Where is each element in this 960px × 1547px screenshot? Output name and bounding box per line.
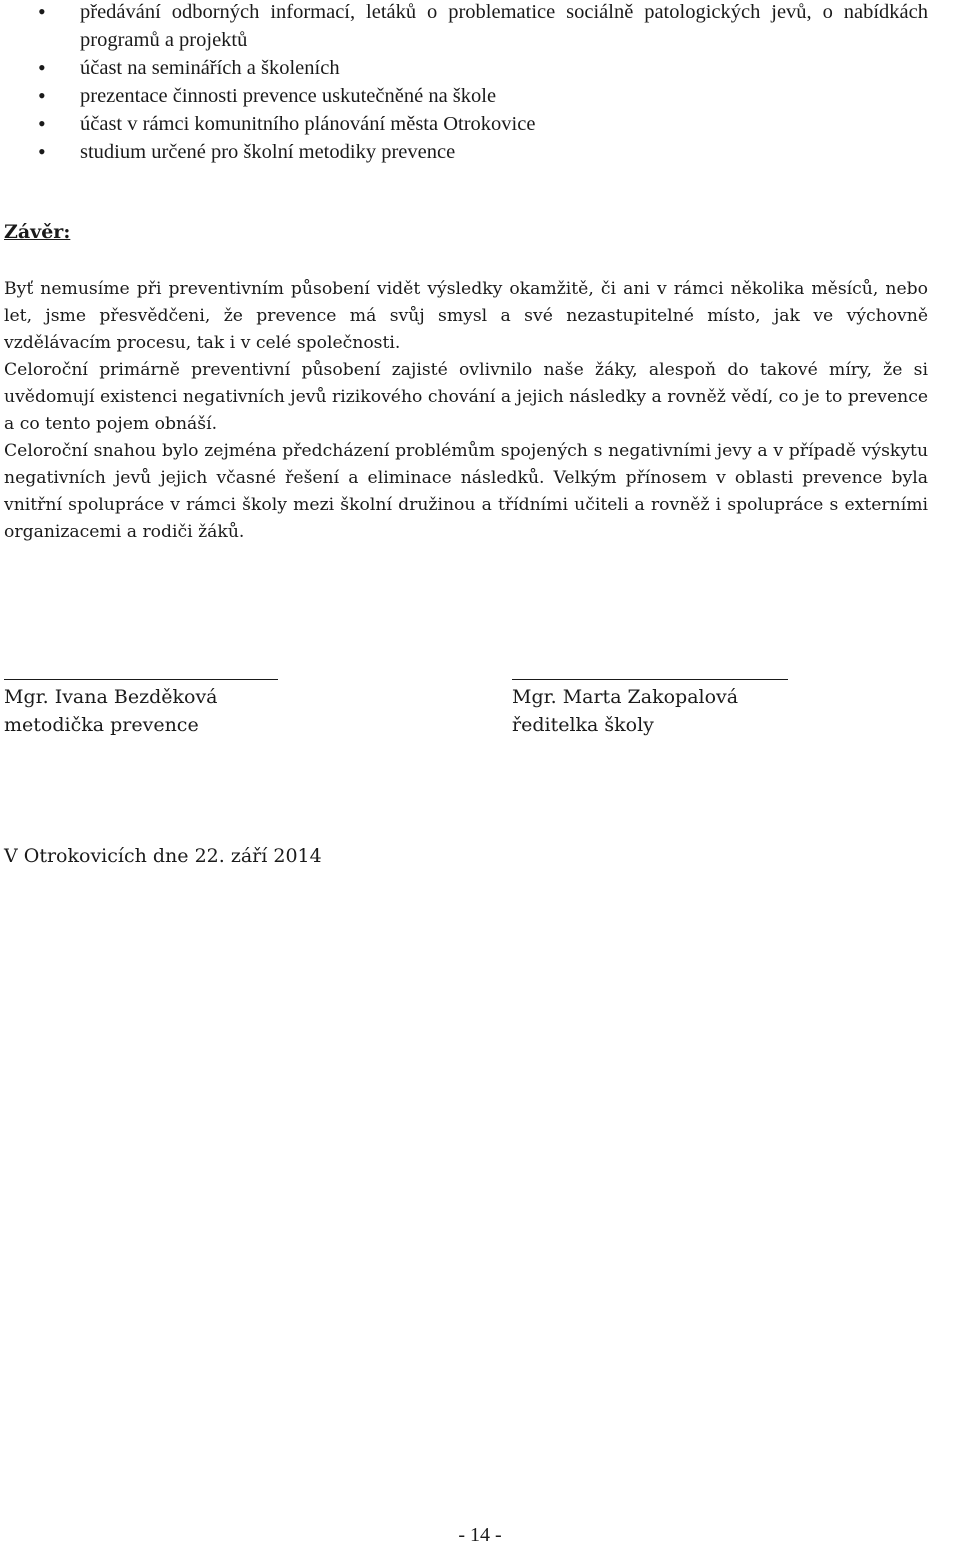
list-item: • účast v rámci komunitního plánování města Otrokovice: [0, 110, 960, 138]
list-item: • prezentace činnosti prevence uskutečněné na škole: [0, 82, 960, 110]
paragraph: Celoroční primárně preventivní působení zajisté ovlivnilo naše žáky, alespoň do takové míry, že si uvědomují existenci negativních jevů rizikového chování a jejich následky a rovněž vědí, co je to prevence a co tento pojem obnáší.: [4, 360, 928, 434]
paragraph-part: v případě: [773, 441, 856, 461]
signatory-name: Mgr. Marta Zakopalová: [512, 686, 739, 708]
paragraph: Byť nemusíme při preventivním působení vidět výsledky okamžitě, či ani v rámci několika měsíců, nebo let, jsme přesvědčeni, že prevence má svůj smysl a své nezastupitelné místo, jak ve výchovně vzdělávacím procesu, tak i v celé společnosti.: [4, 279, 928, 353]
paragraph: [4, 438, 928, 546]
conclusion-heading: Závěr:: [4, 221, 71, 243]
signature-line: [512, 679, 788, 680]
list-item: • účast na seminářích a školeních: [0, 54, 960, 82]
signatory-role: ředitelka školy: [512, 714, 654, 736]
paragraph-part: výskytu negativních jevů jejich včasné řešení a eliminace následků. Velkým přínosem v oblasti prevence byla vnitřní spolupráce v rámci školy mezi školní družinou a třídními učiteli a rovněž i spolupráce s externími organizacemi a rodiči žáků.: [4, 441, 929, 542]
place-and-date: V Otrokovicích dne 22. září 2014: [4, 845, 322, 867]
list-item: • studium určené pro školní metodiky prevence: [0, 138, 960, 166]
conclusion-text: [4, 276, 928, 546]
page-number: - 14 -: [458, 1524, 502, 1546]
signature-block: [512, 683, 738, 739]
list-item: • předávání odborných informací, letáků o problematice sociálně patologických jevů, o nabídkách programů a projektů: [0, 0, 960, 54]
signature-block: [4, 683, 218, 739]
signature-line: [4, 679, 278, 680]
signatory-name: Mgr. Ivana Bezděková: [4, 686, 218, 708]
signatory-role: metodička prevence: [4, 714, 199, 736]
activities-list: [0, 0, 960, 166]
paragraph-part: Celoroční snahou bylo zejména předcházení problémům spojených s negativními jevy a: [4, 441, 768, 461]
